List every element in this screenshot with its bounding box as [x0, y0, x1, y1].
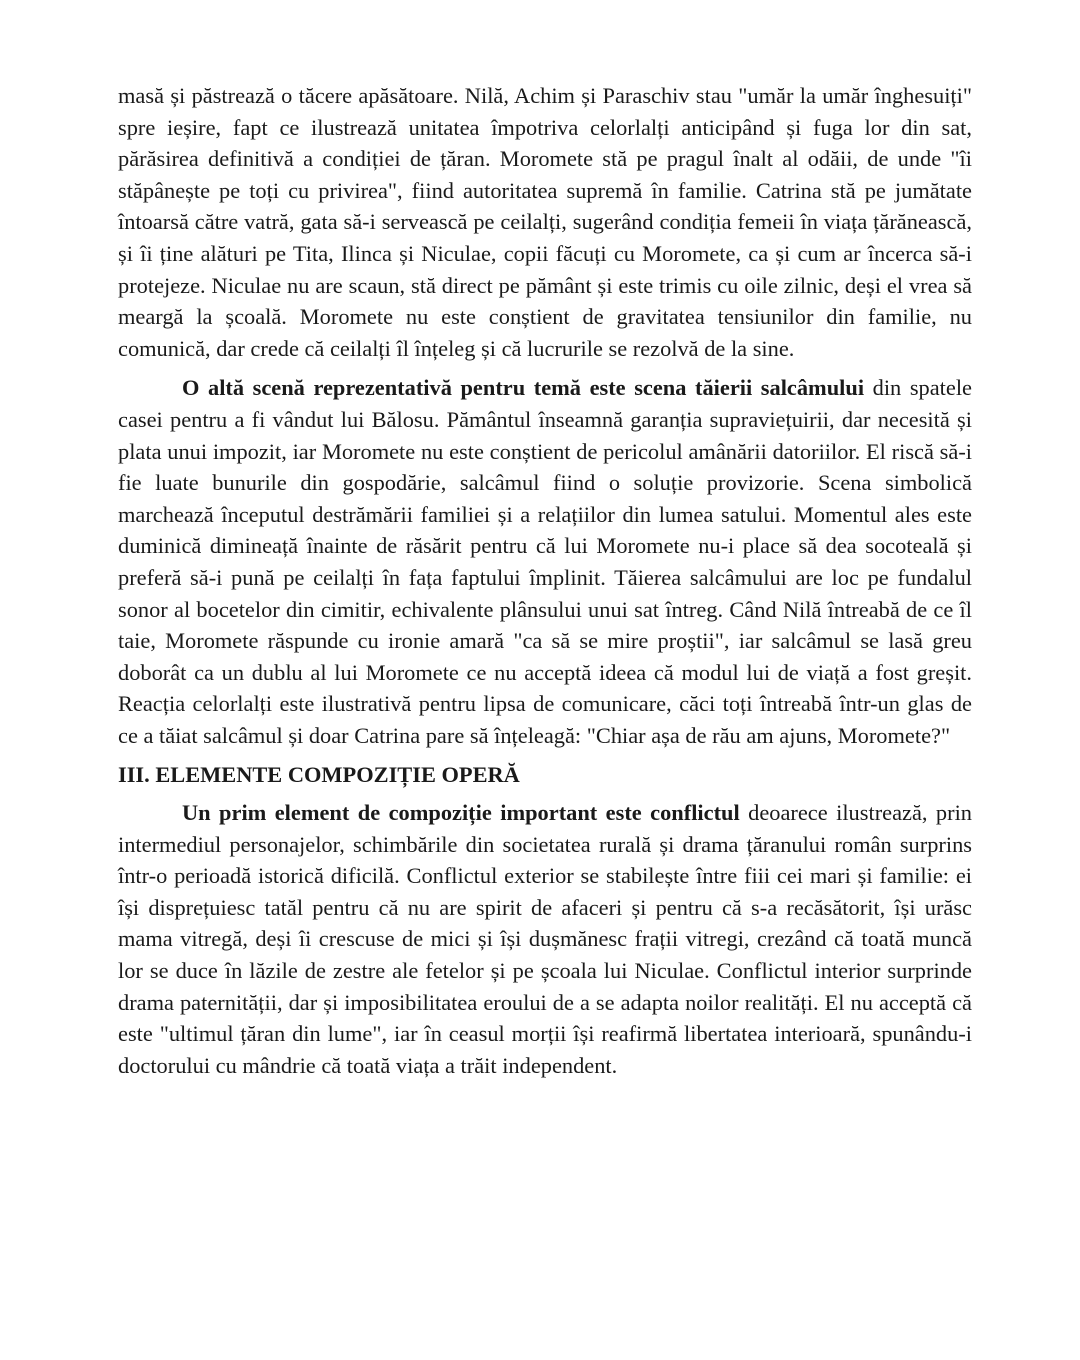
paragraph-2-body: din spatele casei pentru a fi vândut lui Bălosu. Pământul înseamnă garanția supraviețuirii, dar necesită și plata unui impozit, iar Moromete nu este conștient de pericolul amânării datoriilor. El riscă să-i fie luate bunurile din gospodărie, salcâmul fiind o soluție provizorie. Scena simbolică marchează începutul destrămării familiei și a relațiilor din lumea satului. Momentul ales este duminică dimineață înainte de răsărit pentru că lui Moromete nu-i place să dea socoteală și preferă să-i pună pe ceilalți în fața faptului împlinit. Tăierea salcâmului are loc pe fundalul sonor al bocetelor din cimitir, echivalente plânsului unui sat întreg. Când Nilă întreabă de ce îl taie, Moromete răspunde cu ironie amară "ca să se mire proștii", iar salcâmul se lasă greu doborât ca un dublu al lui Moromete ce nu acceptă ideea că modul lui de viață a fost greșit. Reacția celorlalți este ilustrativă pentru lipsa de comunicare, căci toți întreabă într-un glas de ce a tăiat salcâmul și doar Catrina pare să înțeleagă: "Chiar așa de rău am ajuns, Moromete?"	[118, 375, 972, 748]
paragraph-3	[118, 797, 972, 1081]
paragraph-2-bold-lead: O altă scenă reprezentativă pentru temă este scena tăierii salcâmului	[182, 375, 865, 401]
paragraph-1: masă și păstrează o tăcere apăsătoare. Nilă, Achim și Paraschiv stau "umăr la umăr înghesuiți" spre ieșire, fapt ce ilustrează unitatea împotriva celorlalți anticipând și fuga lor din sat, părăsirea definitivă a condiției de țăran. Moromete stă pe pragul înalt al odăii, de unde "îi stăpânește pe toți cu privirea", fiind autoritatea supremă în familie. Catrina stă pe jumătate întoarsă către vatră, gata să-i servească pe ceilalți, sugerând condiția femeii în viața țărănească, și îi ține alături pe Tita, Ilinca și Niculae, copii făcuți cu Moromete, ca și cum ar încerca să-i protejeze. Niculae nu are scaun, stă direct pe pământ și este trimis cu oile zilnic, deși el vrea să meargă la școală. Moromete nu este conștient de gravitatea tensiunilor din familie, nu comunică, dar crede că ceilalți îl înțeleg și că lucrurile se rezolvă de la sine.	[118, 83, 972, 361]
document-page	[118, 80, 972, 1081]
paragraph-3-body: deoarece ilustrează, prin intermediul personajelor, schimbările din societatea rurală și drama țăranului român surprins într-o perioadă istorică dificilă. Conflictul exterior se stabilește între fiii cei mari și familie: ei își disprețuiesc tatăl pentru că nu are spirit de afaceri și pentru că s-a recăsătorit, își urăsc mama vitregă, deși îi crescuse de mici și își dușmănesc frații vitregi, crezând că toată muncă lor se duce în lăzile de zestre ale fetelor și pe școala lui Niculae. Conflictul interior surprinde drama paternității, dar și imposibilitatea eroului de a se adapta noilor realități. El nu acceptă că este "ultimul țăran din lume", iar în ceasul morții își reafirmă libertatea interioară, spunându-i doctorului cu mândrie că toată viața a trăit independent.	[118, 800, 972, 1078]
paragraph-3-bold-lead: Un prim element de compoziție important este conflictul	[182, 800, 740, 826]
paragraph-2	[118, 372, 972, 751]
section-heading: III. ELEMENTE COMPOZIȚIE OPERĂ	[118, 762, 520, 788]
